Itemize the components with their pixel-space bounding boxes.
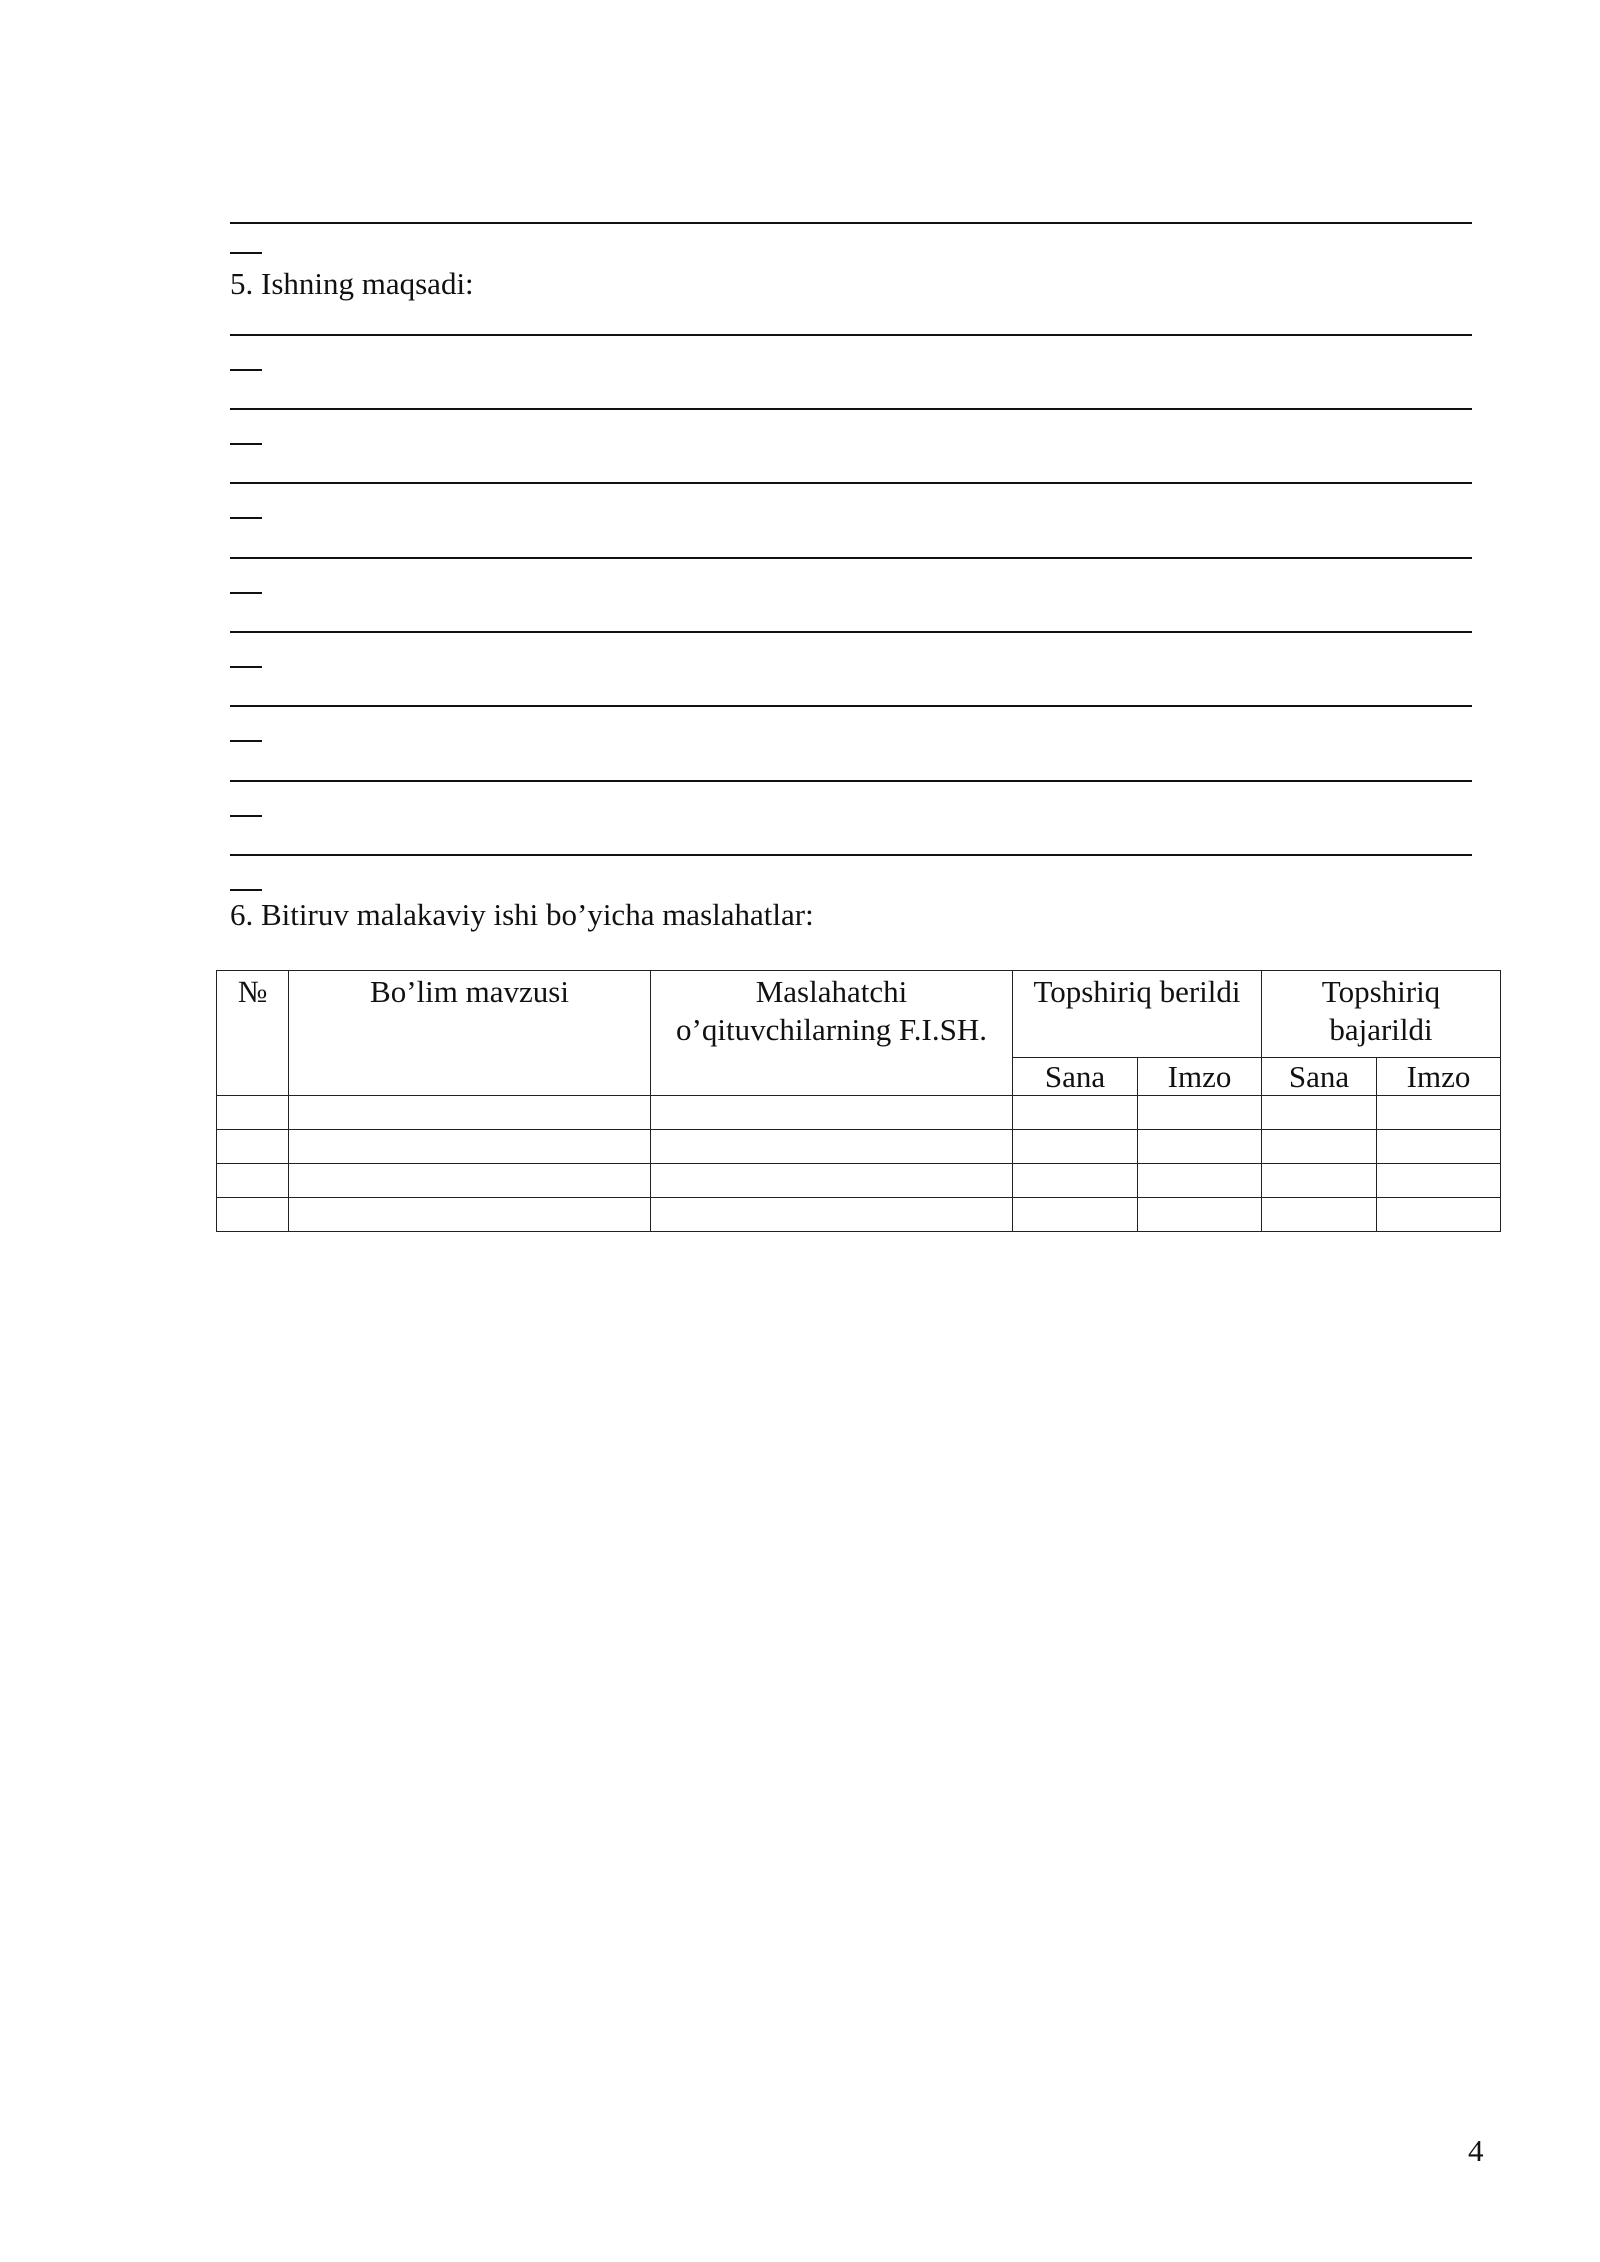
line-end-dash [230, 369, 262, 371]
table-cell[interactable] [1262, 1164, 1377, 1198]
table-row [217, 1198, 1501, 1232]
table-cell[interactable] [651, 1198, 1013, 1232]
table-cell[interactable] [1138, 1130, 1262, 1164]
blank-line [230, 557, 1472, 631]
line-end-dash [230, 252, 262, 254]
column-header-given-date: Sana [1013, 1058, 1138, 1096]
column-header-done-date: Sana [1262, 1058, 1377, 1096]
table-cell[interactable] [1377, 1096, 1501, 1130]
column-header-consultant: Maslahatchi o’qituvchilarning F.I.SH. [651, 971, 1013, 1096]
table-cell[interactable] [1013, 1198, 1138, 1232]
column-header-task-done: Topshiriq bajarildi [1262, 971, 1501, 1058]
consultations-table [216, 970, 1501, 1232]
underline-rule [230, 482, 1472, 484]
table-cell[interactable] [1138, 1164, 1262, 1198]
underline-rule [230, 222, 1472, 224]
blank-line [230, 780, 1472, 854]
blank-line [230, 631, 1472, 705]
column-header-done-signature: Imzo [1377, 1058, 1501, 1096]
table-cell[interactable] [1262, 1198, 1377, 1232]
table-cell[interactable] [1013, 1096, 1138, 1130]
table-row [217, 1164, 1501, 1198]
section-heading-goal: 5. Ishning maqsadi: [230, 266, 474, 301]
line-end-dash [230, 517, 262, 519]
line-end-dash [230, 815, 262, 817]
table-cell[interactable] [1377, 1130, 1501, 1164]
column-header-task-given: Topshiriq berildi [1013, 971, 1262, 1058]
table-cell[interactable] [1262, 1130, 1377, 1164]
table-cell[interactable] [289, 1164, 651, 1198]
line-end-dash [230, 666, 262, 668]
table-cell[interactable] [1262, 1096, 1377, 1130]
table-cell[interactable] [289, 1096, 651, 1130]
table-row [217, 1130, 1501, 1164]
table-header-row [217, 971, 1501, 1058]
column-header-given-signature: Imzo [1138, 1058, 1262, 1096]
underline-rule [230, 854, 1472, 856]
column-header-number: № [217, 971, 289, 1096]
column-header-section-topic: Bo’lim mavzusi [289, 971, 651, 1096]
blank-line [230, 705, 1472, 779]
line-end-dash [230, 740, 262, 742]
table-cell[interactable] [217, 1198, 289, 1232]
table-cell[interactable] [1377, 1198, 1501, 1232]
underline-rule [230, 557, 1472, 559]
blank-line [230, 334, 1472, 408]
table-row [217, 1096, 1501, 1130]
underline-rule [230, 408, 1472, 410]
section-heading-consultations: 6. Bitiruv malakaviy ishi bo’yicha maslahatlar: [230, 897, 814, 932]
blank-line [230, 482, 1472, 556]
table-cell[interactable] [217, 1164, 289, 1198]
table-cell[interactable] [1377, 1164, 1501, 1198]
table-cell[interactable] [651, 1164, 1013, 1198]
table-cell[interactable] [289, 1130, 651, 1164]
underline-rule [230, 631, 1472, 633]
table-cell[interactable] [1013, 1164, 1138, 1198]
line-end-dash [230, 889, 262, 891]
table-cell[interactable] [217, 1130, 289, 1164]
page-number: 4 [1468, 2133, 1484, 2168]
blank-line [230, 408, 1472, 482]
underline-rule [230, 705, 1472, 707]
table-cell[interactable] [1138, 1198, 1262, 1232]
table-cell[interactable] [1013, 1130, 1138, 1164]
line-end-dash [230, 592, 262, 594]
table-cell[interactable] [651, 1096, 1013, 1130]
table-cell[interactable] [651, 1130, 1013, 1164]
underline-rule [230, 334, 1472, 336]
table-cell[interactable] [217, 1096, 289, 1130]
table-cell[interactable] [1138, 1096, 1262, 1130]
underline-rule [230, 780, 1472, 782]
table-cell[interactable] [289, 1198, 651, 1232]
line-end-dash [230, 443, 262, 445]
